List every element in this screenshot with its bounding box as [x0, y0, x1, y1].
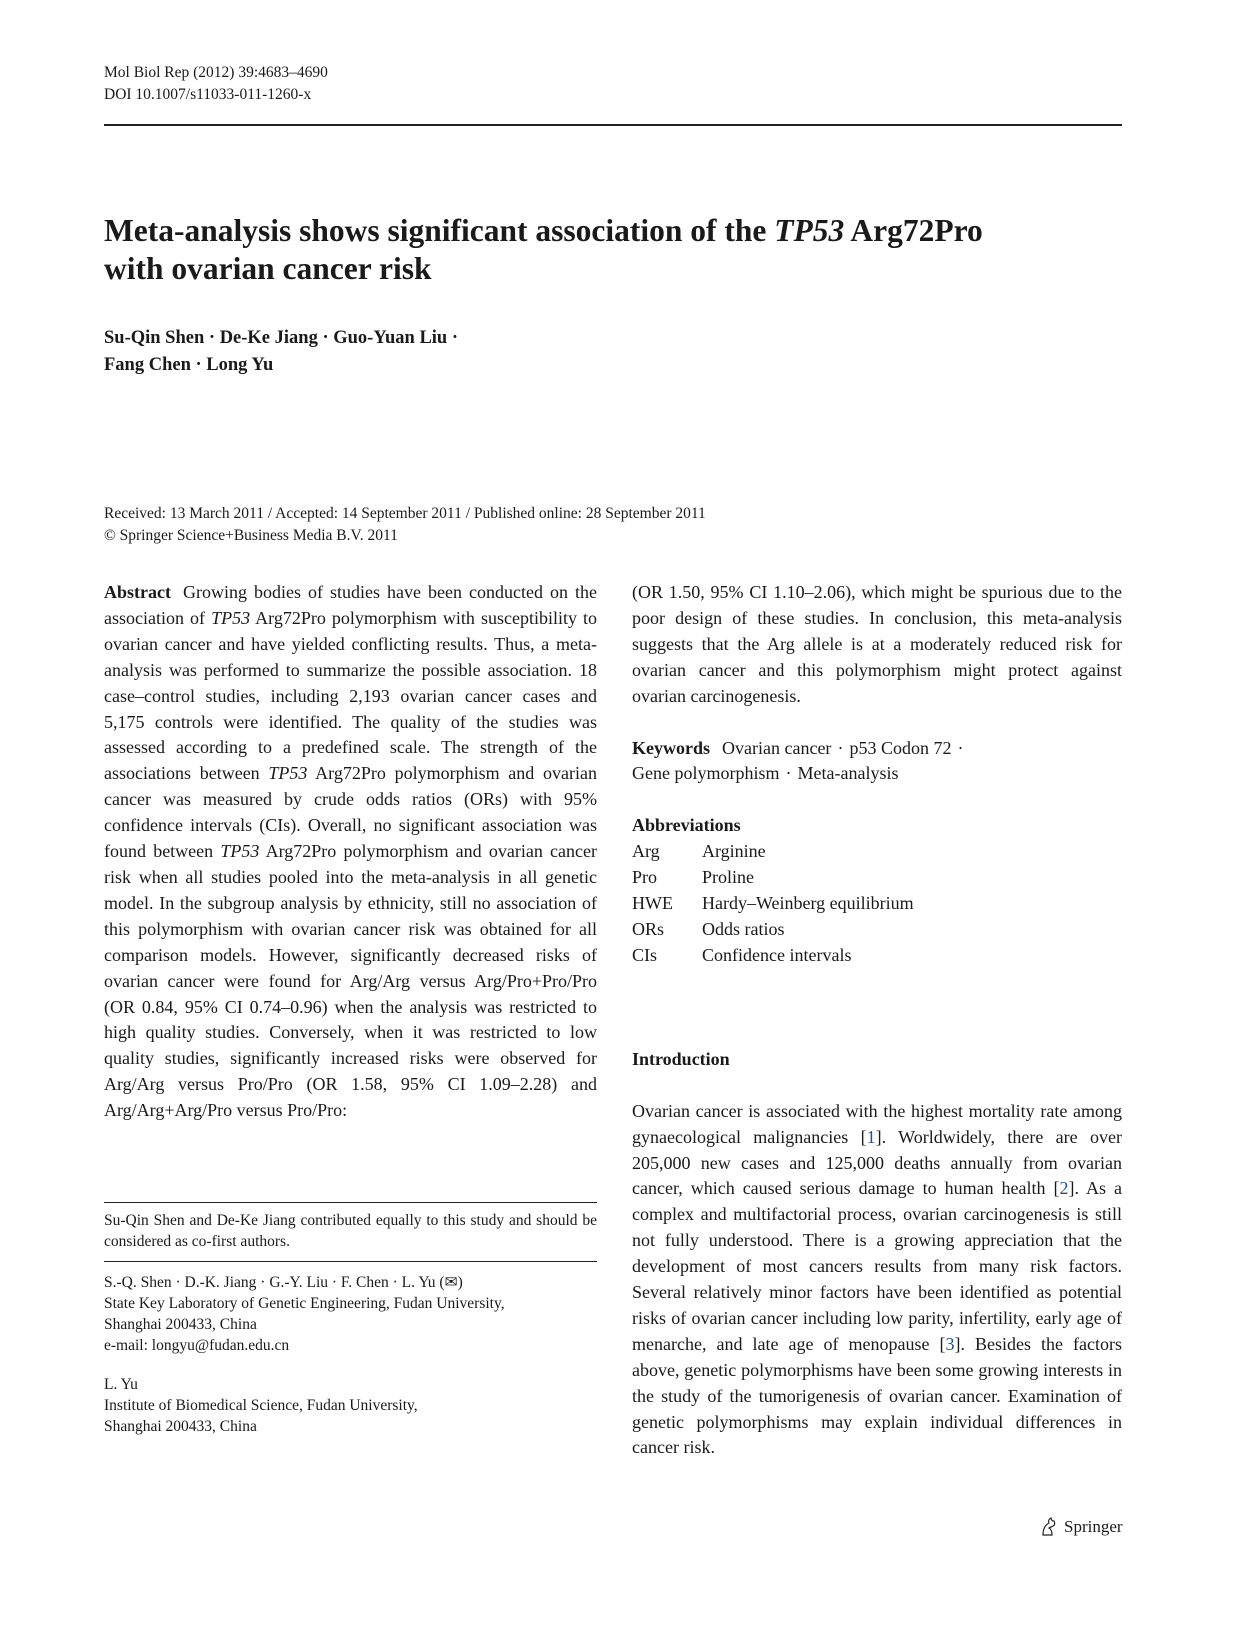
- affiliation-institution: Institute of Biomedical Science, Fudan University,: [104, 1397, 418, 1414]
- author-list: [104, 325, 458, 379]
- abbreviation: Pro: [632, 867, 658, 888]
- journal-citation: Mol Biol Rep (2012) 39:4683–4690: [104, 64, 328, 81]
- abbreviations-heading: Abbreviations: [632, 815, 741, 836]
- author-separator: ·: [451, 328, 459, 348]
- gene-name: TP53: [211, 607, 251, 628]
- keyword-separator: ·: [837, 737, 844, 758]
- dates-line: Received: 13 March 2011 / Accepted: 14 September 2011 / Published online: 28 September 2011: [104, 505, 706, 522]
- title-gene: TP53: [774, 213, 845, 248]
- gene-name: TP53: [268, 763, 308, 784]
- footnote-rule: [104, 1261, 597, 1262]
- abstract-text: Arg72Pro polymorphism and ovarian cancer was measured by crude odds ratios (ORs) with 95% confidence intervals (CIs). Overall, no significant association was found between: [104, 763, 597, 862]
- keyword: Ovarian cancer: [722, 737, 832, 758]
- intro-text: ]. Besides the factors above, genetic polymorphisms have been some growing interests in the study of the tumorigenesis of ovarian cancer. Examination of genetic polymorphisms may explain individual differences in cancer risk.: [632, 1333, 1122, 1458]
- affiliation-authors: S.-Q. Shen · D.-K. Jiang · G.-Y. Liu · F. Chen · L. Yu (✉): [104, 1274, 463, 1291]
- abstract: [104, 580, 597, 1124]
- author-separator: ·: [208, 328, 216, 348]
- author-separator: ·: [322, 328, 329, 348]
- contribution-note: Su-Qin Shen and De-Ke Jiang contributed equally to this study and should be considered as co-first authors.: [104, 1212, 597, 1250]
- abstract-text: Arg72Pro polymorphism and ovarian cancer risk when all studies pooled into the meta-analysis in all genetic model. In the subgroup analysis by ethnicity, still no association of this polymorphism with ovarian cancer risk was obtained for all comparison models. However, significantly decreased risks of ovarian cancer were found for Arg/Arg versus Arg/Pro+Pro/Pro (OR 0.84, 95% CI 0.74–0.96) when the analysis was restricted to high quality studies. Conversely, when it was restricted to low quality studies, significantly increased risks were observed for Arg/Arg versus Pro/Pro (OR 1.58, 95% CI 1.09–2.28) and Arg/Arg+Arg/Pro versus Pro/Pro:: [104, 841, 597, 1121]
- journal-header: [104, 62, 328, 106]
- abbreviation-row: [632, 917, 914, 943]
- email-link[interactable]: e-mail: longyu@fudan.edu.cn: [104, 1337, 290, 1354]
- abbreviation-meaning: Hardy–Weinberg equilibrium: [702, 893, 914, 914]
- publisher-name: Springer: [1064, 1517, 1123, 1536]
- abbreviation-meaning: Confidence intervals: [702, 944, 852, 965]
- publisher-logo: [1040, 1517, 1123, 1537]
- keyword: p53 Codon 72: [849, 737, 952, 758]
- introduction-heading: Introduction: [632, 1048, 730, 1069]
- abbreviation-row: [632, 839, 914, 865]
- doi: DOI 10.1007/s11033-011-1260-x: [104, 86, 312, 103]
- copyright-line: © Springer Science+Business Media B.V. 2011: [104, 527, 398, 544]
- author-separator: ·: [195, 355, 202, 375]
- abbreviation: HWE: [632, 893, 673, 914]
- keyword: Gene polymorphism: [632, 763, 780, 784]
- intro-text: ]. Worldwidely, there are over 205,000 new cases and 125,000 deaths annually from ovarian cancer, which caused serious damage to human health [: [632, 1126, 1122, 1199]
- publication-dates: [104, 503, 706, 547]
- abbreviation-row: [632, 943, 914, 969]
- abbreviation-meaning: Proline: [702, 867, 754, 888]
- header-rule: [104, 124, 1122, 126]
- keyword-separator: ·: [785, 763, 792, 784]
- intro-text: Ovarian cancer is associated with the highest mortality rate among gynaecological malignancies [: [632, 1100, 1122, 1147]
- gene-name: TP53: [220, 841, 260, 862]
- keyword: Meta-analysis: [797, 763, 899, 784]
- abbreviation: CIs: [632, 944, 658, 965]
- affiliation-1: [104, 1272, 597, 1356]
- right-column: [632, 580, 1122, 1461]
- author: Long Yu: [206, 355, 274, 375]
- abbreviation-meaning: Arginine: [702, 841, 766, 862]
- author: De-Ke Jiang: [219, 328, 318, 348]
- abbreviation: ORs: [632, 918, 665, 939]
- author: Fang Chen: [104, 355, 191, 375]
- affiliation-institution: State Key Laboratory of Genetic Engineering, Fudan University,: [104, 1295, 505, 1312]
- affiliation-author: L. Yu: [104, 1376, 138, 1393]
- footnote-rule: [104, 1202, 597, 1203]
- citation-link[interactable]: 3: [945, 1333, 955, 1354]
- abbreviation-row: [632, 865, 914, 891]
- keyword-separator: ·: [957, 737, 964, 758]
- title-part-2: Arg72Pro: [844, 213, 983, 248]
- abbreviations-table: [632, 839, 914, 969]
- left-column: [104, 580, 597, 1124]
- keywords-label: Keywords: [632, 737, 710, 758]
- paper-title: [104, 212, 1104, 288]
- keywords: [632, 736, 1122, 788]
- citation-link[interactable]: 1: [866, 1126, 876, 1147]
- abbreviation-row: [632, 891, 914, 917]
- citation-link[interactable]: 2: [1059, 1178, 1069, 1199]
- introduction-text: [632, 1099, 1122, 1462]
- abstract-text: Growing bodies of studies have been conducted on the association of: [104, 582, 597, 628]
- title-part-1: Meta-analysis shows significant association of the: [104, 213, 775, 248]
- springer-horse-icon: [1040, 1517, 1058, 1537]
- author: Guo-Yuan Liu: [333, 328, 448, 348]
- abstract-continued: (OR 1.50, 95% CI 1.10–2.06), which might be spurious due to the poor design of these studies. In conclusion, this meta-analysis suggests that the Arg allele is at a moderately reduced risk for ovarian cancer and this polymorphism might protect against ovarian carcinogenesis.: [632, 582, 1122, 706]
- author: Su-Qin Shen: [104, 328, 205, 348]
- abbreviation: Arg: [632, 841, 660, 862]
- abstract-label: Abstract: [104, 582, 171, 602]
- affiliation-2: [104, 1374, 597, 1437]
- abstract-text: Arg72Pro polymorphism with susceptibility to ovarian cancer and have yielded conflicting results. Thus, a meta-analysis was performed to summarize the possible association. 18 case–control studies, including 2,193 ovarian cancer cases and 5,175 controls were identified. The quality of the studies was assessed according to a predefined scale. The strength of the associations between: [104, 607, 597, 784]
- affiliation-city: Shanghai 200433, China: [104, 1418, 257, 1435]
- abbreviation-meaning: Odds ratios: [702, 918, 785, 939]
- intro-text: ]. As a complex and multifactorial process, ovarian carcinogenesis is still not fully understood. There is a growing appreciation that the development of most cancers results from many risk factors. Several relatively minor factors have been identified as potential risks of ovarian cancer including low parity, infertility, early age of menarche, and late age of menopause [: [632, 1178, 1123, 1354]
- affiliation-city: Shanghai 200433, China: [104, 1316, 257, 1333]
- title-line-2: with ovarian cancer risk: [104, 251, 432, 286]
